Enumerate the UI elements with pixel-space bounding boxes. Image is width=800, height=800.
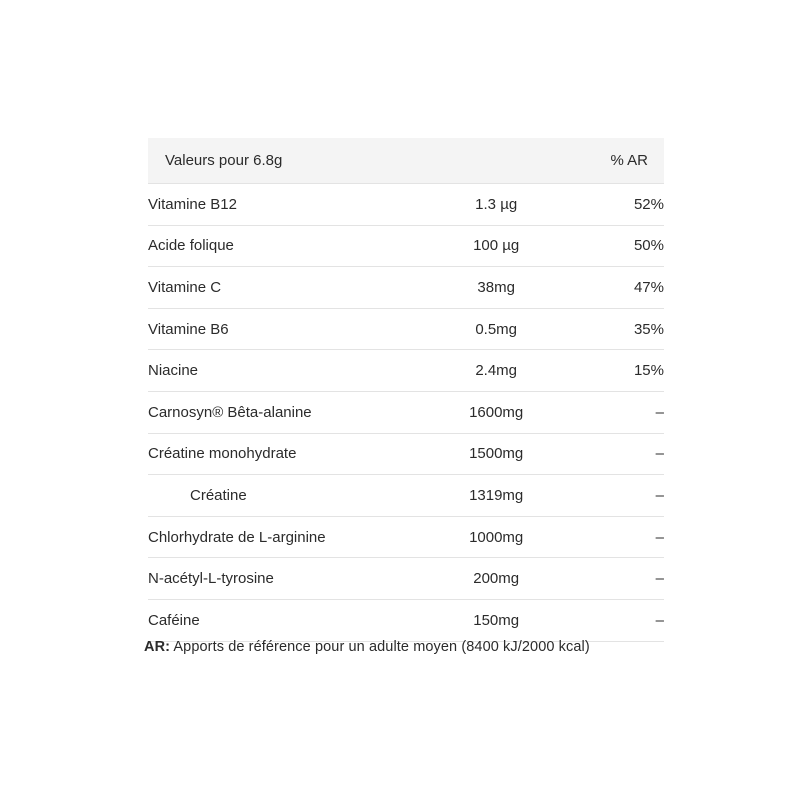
nutrient-amount: 1500mg [469,445,524,463]
header-ar-label: % AR [610,152,648,169]
nutrient-name: Vitamine B12 [148,195,237,213]
table-row [148,350,664,392]
nutrient-name: Vitamine B6 [148,320,229,338]
nutrient-name: Vitamine C [148,278,222,296]
nutrient-name: Créatine monohydrate [148,445,297,463]
table-header-row [148,138,664,184]
table-row [148,558,664,600]
table-body [148,184,664,642]
nutrition-facts-table [148,138,664,642]
nutrient-amount: 1.3 µg [475,195,518,213]
nutrition-panel [148,138,664,642]
nutrient-amount: 200mg [473,570,520,588]
table-row [148,225,664,267]
nutrient-ar: – [655,486,664,504]
nutrient-amount: 1000mg [469,528,524,546]
nutrient-ar: 35% [633,320,664,338]
nutrient-amount: 2.4mg [475,362,518,380]
table-header [148,138,664,184]
table-row [148,433,664,475]
table-row [148,184,664,226]
header-serving-label: Valeurs pour 6.8g [165,152,283,169]
nutrient-amount: 100 µg [473,237,520,255]
nutrient-ar: – [655,403,664,421]
nutrient-name: Acide folique [148,237,234,255]
table-row [148,391,664,433]
nutrient-name: N-acétyl-L-tyrosine [148,570,274,588]
footnote-text: Apports de référence pour un adulte moyen (8400 kJ/2000 kcal) [170,639,590,655]
nutrient-ar: 50% [633,237,664,255]
nutrient-amount: 150mg [473,611,520,629]
nutrient-ar: – [655,445,664,463]
table-row [148,308,664,350]
table-row [148,599,664,641]
nutrient-name: Niacine [148,362,199,380]
nutrient-ar: – [655,528,664,546]
nutrient-amount: 38mg [477,278,515,296]
nutrient-name: Carnosyn® Bêta-alanine [148,403,312,421]
nutrient-ar: – [655,611,664,629]
nutrient-ar: 15% [633,362,664,380]
nutrient-name: Caféine [148,611,200,629]
nutrient-ar: – [655,570,664,588]
nutrient-amount: 1319mg [469,486,524,504]
nutrient-ar: 52% [633,195,664,213]
reference-intake-footnote [144,639,764,655]
header-amount-label [436,138,557,184]
nutrient-name-sub: Créatine [190,486,247,504]
nutrient-amount: 0.5mg [475,320,518,338]
table-row [148,475,664,517]
nutrient-ar: 47% [633,278,664,296]
table-row [148,267,664,309]
table-row [148,516,664,558]
footnote-abbreviation: AR: [144,639,171,655]
nutrient-amount: 1600mg [469,403,524,421]
nutrient-name: Chlorhydrate de L-arginine [148,528,326,546]
